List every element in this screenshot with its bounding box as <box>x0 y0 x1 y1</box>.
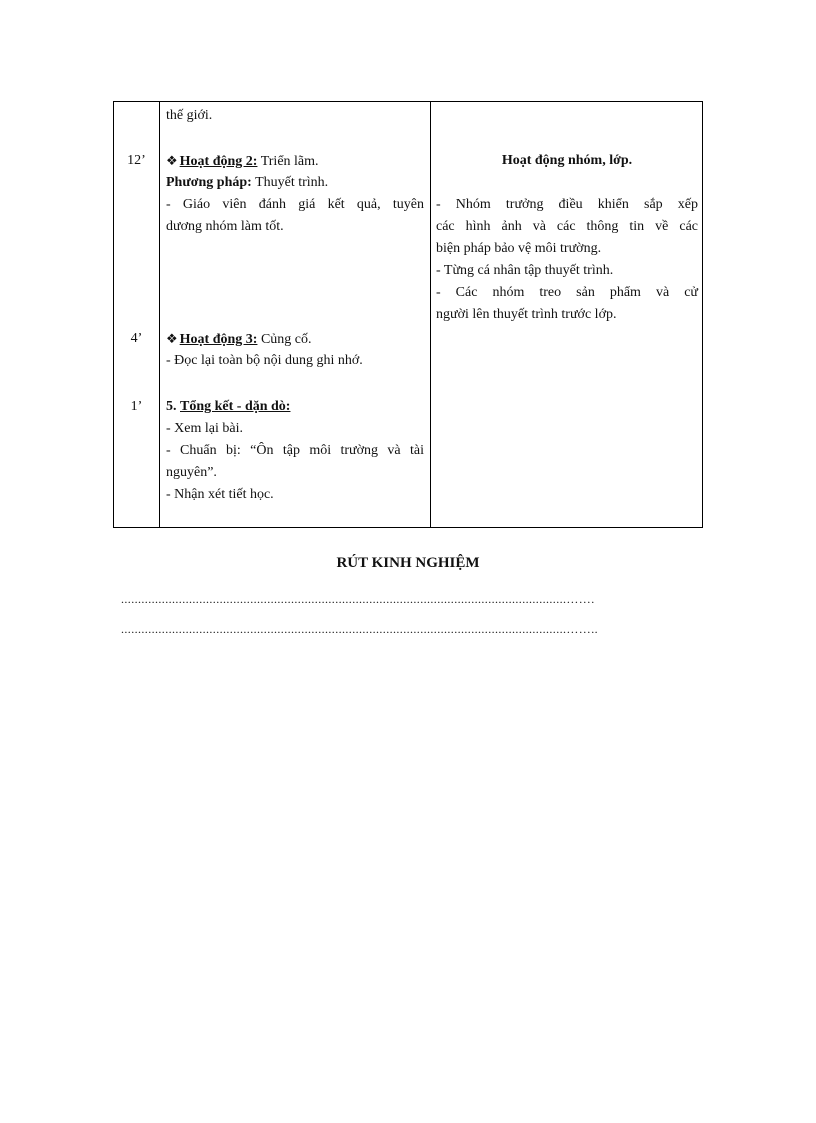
column-divider-1 <box>159 102 160 527</box>
diamond-star-icon: ❖ <box>166 153 178 168</box>
lesson-table <box>113 101 703 528</box>
diamond-star-icon: ❖ <box>166 331 178 346</box>
activity-3-line: - Đọc lại toàn bộ nội dung ghi nhớ. <box>166 353 363 368</box>
column-divider-2 <box>430 102 431 527</box>
right-line-6: người lên thuyết trình trước lớp. <box>436 307 617 322</box>
activity-2-title: Hoạt động 2: <box>179 154 258 169</box>
continued-line: thế giới. <box>166 108 213 123</box>
section-heading: RÚT KINH NGHIỆM <box>336 555 480 571</box>
right-line-4: - Từng cá nhân tập thuyết trình. <box>436 263 614 278</box>
summary-number: 5. <box>166 399 177 414</box>
method-label: Phương pháp: <box>166 175 252 190</box>
summary-line-4: - Nhận xét tiết học. <box>166 487 274 502</box>
activity-2-heading <box>166 150 424 173</box>
summary-line-1: - Xem lại bài. <box>166 421 243 436</box>
summary-line-3: nguyên”. <box>166 465 217 480</box>
teacher-evaluation-line-2: dương nhóm làm tốt. <box>166 219 284 234</box>
right-line-2: các hình ảnh và các thông tin về các <box>436 219 698 234</box>
teacher-evaluation-line-1: - Giáo viên đánh giá kết quả, tuyên <box>166 197 424 212</box>
summary-title: Tổng kết - dặn dò: <box>180 399 291 414</box>
summary-heading <box>166 396 424 418</box>
activity-3-heading <box>166 328 424 351</box>
right-line-5: - Các nhóm treo sản phẩm và cử <box>436 285 698 300</box>
method-line <box>166 172 424 194</box>
method-value: Thuyết trình. <box>255 175 329 190</box>
dotted-line-2: ...................................................................................................................................…….. <box>121 622 598 636</box>
right-line-3: biện pháp bảo vệ môi trường. <box>436 241 602 256</box>
time-4: 4’ <box>130 331 143 346</box>
dotted-line-1: ...................................................................................................................................……. <box>121 592 595 606</box>
time-12: 12’ <box>127 153 146 168</box>
activity-3-title: Hoạt động 3: <box>179 332 258 347</box>
activity-2-name: Triển lãm. <box>260 154 319 169</box>
summary-line-2: - Chuẩn bị: “Ôn tập môi trường và tài <box>166 443 424 458</box>
right-heading: Hoạt động nhóm, lớp. <box>501 153 633 168</box>
time-1: 1’ <box>130 399 143 414</box>
right-line-1: - Nhóm trưởng điều khiển sắp xếp <box>436 197 698 212</box>
activity-3-name: Củng cố. <box>260 332 312 347</box>
